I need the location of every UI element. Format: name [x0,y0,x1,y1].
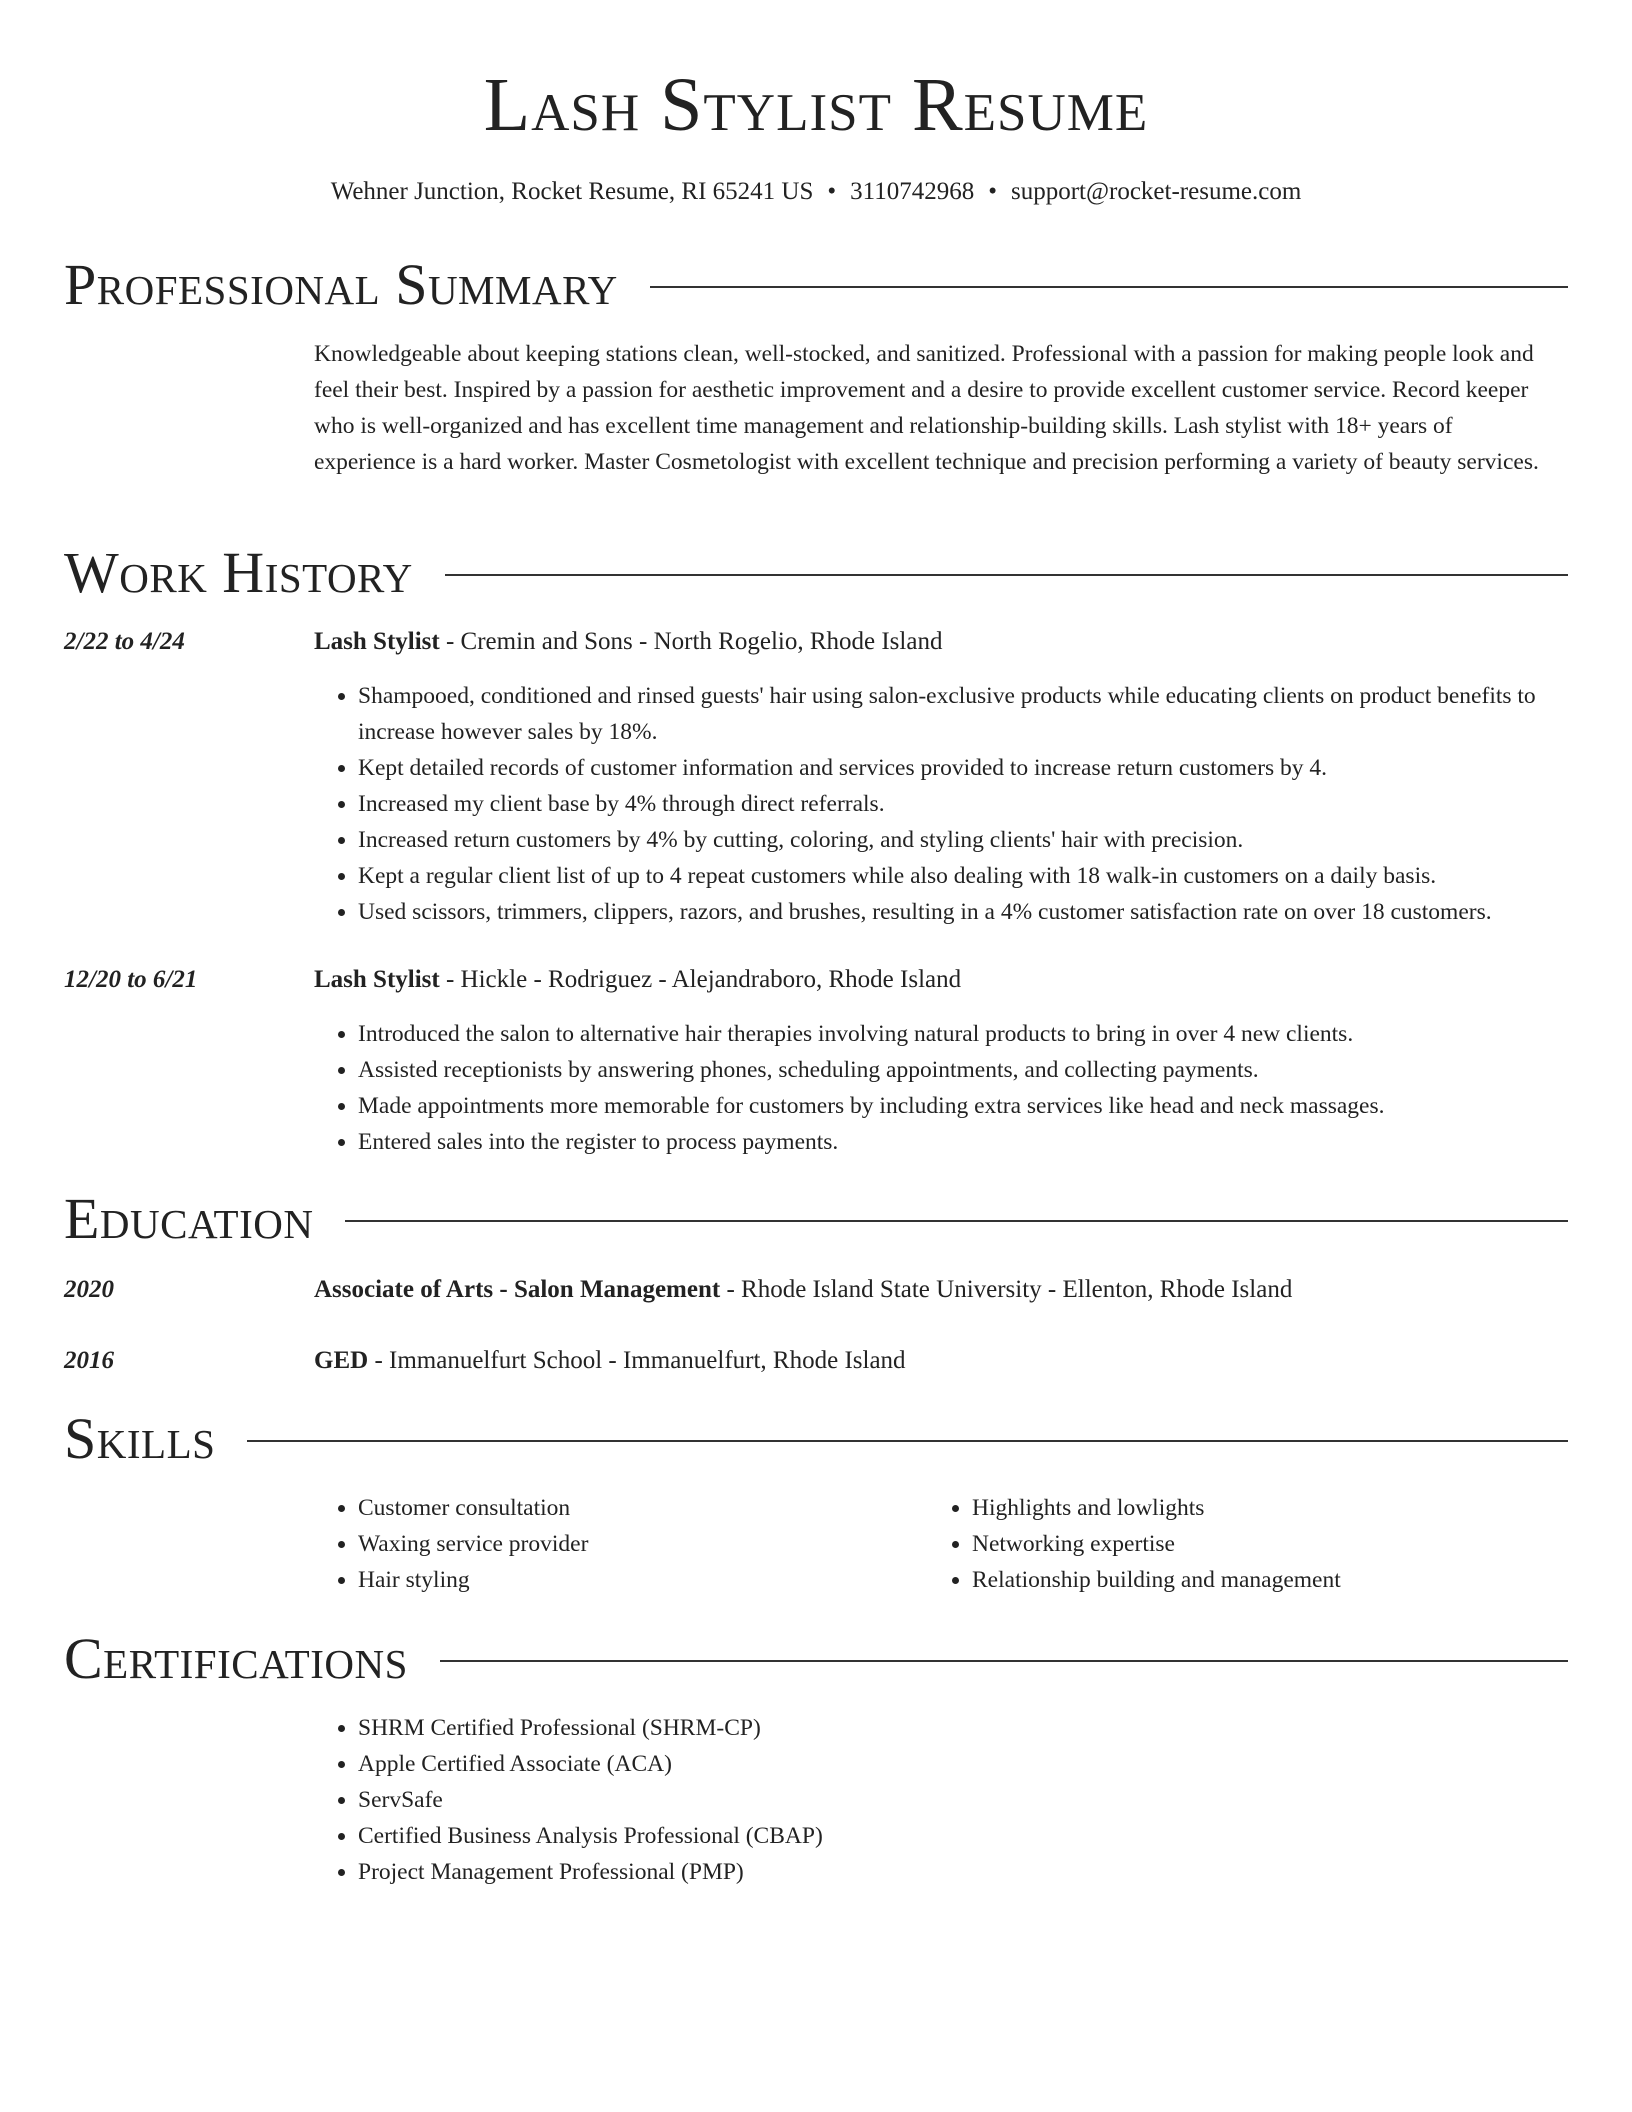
certification-item: • ServSafe [358,1782,1608,1818]
section-heading-summary: Professional Summary [64,252,618,317]
list-item: • Shampooed, conditioned and rinsed guests' hair using salon-exclusive products while educating clients on product benefits to increase however sales by 18%. [358,678,1608,750]
certification-item: • Project Management Professional (PMP) [358,1854,1608,1890]
contact-line [0,172,1632,212]
skill-item: • Customer consultation [358,1490,918,1526]
education-degree: GED [314,1347,369,1374]
job-details: - Hickle - Rodriguez - Alejandraboro, Rhode Island [439,966,962,993]
job-bullets [314,678,1608,930]
contact-separator: • [827,178,837,205]
certification-item: • SHRM Certified Professional (SHRM-CP) [358,1710,1608,1746]
list-item: • Introduced the salon to alternative hair therapies involving natural products to bring in over 4 new clients. [358,1016,1608,1052]
job-title: Lash Stylist [314,628,440,655]
education-details: - Immanuelfurt School - Immanuelfurt, Rhode Island [368,1347,906,1374]
section-header-summary [64,250,1568,320]
education-details: - Rhode Island State University - Ellenton, Rhode Island [720,1276,1293,1303]
resume-title: Lash Stylist Resume [483,63,1149,147]
job-details: - Cremin and Sons - North Rogelio, Rhode Island [439,628,943,655]
job-dates: 12/20 to 6/21 [64,966,198,993]
skill-item: • Waxing service provider [358,1526,918,1562]
education-entry [314,1343,1564,1379]
certifications-list [314,1710,1608,1890]
job-bullets [314,1016,1608,1160]
skill-item: • Relationship building and management [972,1562,1602,1598]
list-item: • Made appointments more memorable for customers by including extra services like head and neck massages. [358,1088,1608,1124]
section-heading-certifications: Certifications [64,1626,408,1691]
section-header-skills [64,1404,1568,1474]
job-title: Lash Stylist [314,966,440,993]
list-item: • Increased my client base by 4% through direct referrals. [358,786,1608,822]
section-heading-education: Education [64,1186,314,1251]
contact-phone: 3110742968 [850,178,975,205]
education-entry [314,1272,1564,1308]
skills-list-left [314,1490,918,1598]
section-divider [650,286,1568,288]
list-item: • Used scissors, trimmers, clippers, razors, and brushes, resulting in a 4% customer satisfaction rate on over 18 customers. [358,894,1608,930]
section-divider [445,574,1568,576]
job-header [314,962,1564,998]
section-header-work [64,538,1568,608]
contact-separator: • [988,178,997,205]
skill-item: • Hair styling [358,1562,918,1598]
list-item: • Kept detailed records of customer information and services provided to increase return customers by 4. [358,750,1608,786]
section-heading-work: Work History [64,540,413,605]
section-divider [440,1660,1568,1662]
summary-text: Knowledgeable about keeping stations clean, well-stocked, and sanitized. Professional with a passion for making people look and feel their best. Inspired by a passion for aesthetic improvement and a desire to provide excellent customer service. Record keeper who is well-organized and has excellent time management and relationship-building skills. Lash stylist with 18+ years of experience is a hard worker. Master Cosmetologist with excellent technique and precision performing a variety of beauty services. [314,341,1539,475]
job-dates: 2/22 to 4/24 [64,628,185,655]
section-header-certifications [64,1624,1568,1694]
certification-item: • Apple Certified Associate (ACA) [358,1746,1608,1782]
list-item: • Entered sales into the register to process payments. [358,1124,1608,1160]
skill-item: • Networking expertise [972,1526,1602,1562]
section-divider [345,1220,1568,1222]
education-year: 2020 [64,1276,114,1303]
contact-email: support@rocket-resume.com [1010,178,1302,205]
section-divider [247,1440,1568,1442]
list-item: • Increased return customers by 4% by cutting, coloring, and styling clients' hair with precision. [358,822,1608,858]
education-degree: Associate of Arts - Salon Management [314,1276,721,1303]
list-item: • Assisted receptionists by answering phones, scheduling appointments, and collecting payments. [358,1052,1608,1088]
skills-list-right [928,1490,1602,1598]
skill-item: • Highlights and lowlights [972,1490,1602,1526]
certification-item: • Certified Business Analysis Professional (CBAP) [358,1818,1608,1854]
section-heading-skills: Skills [64,1406,216,1471]
job-header [314,624,1564,660]
contact-address: Wehner Junction, Rocket Resume, RI 65241 US [330,178,814,205]
section-header-education [64,1184,1568,1254]
list-item: • Kept a regular client list of up to 4 repeat customers while also dealing with 18 walk-in customers on a daily basis. [358,858,1608,894]
education-year: 2016 [64,1347,114,1374]
